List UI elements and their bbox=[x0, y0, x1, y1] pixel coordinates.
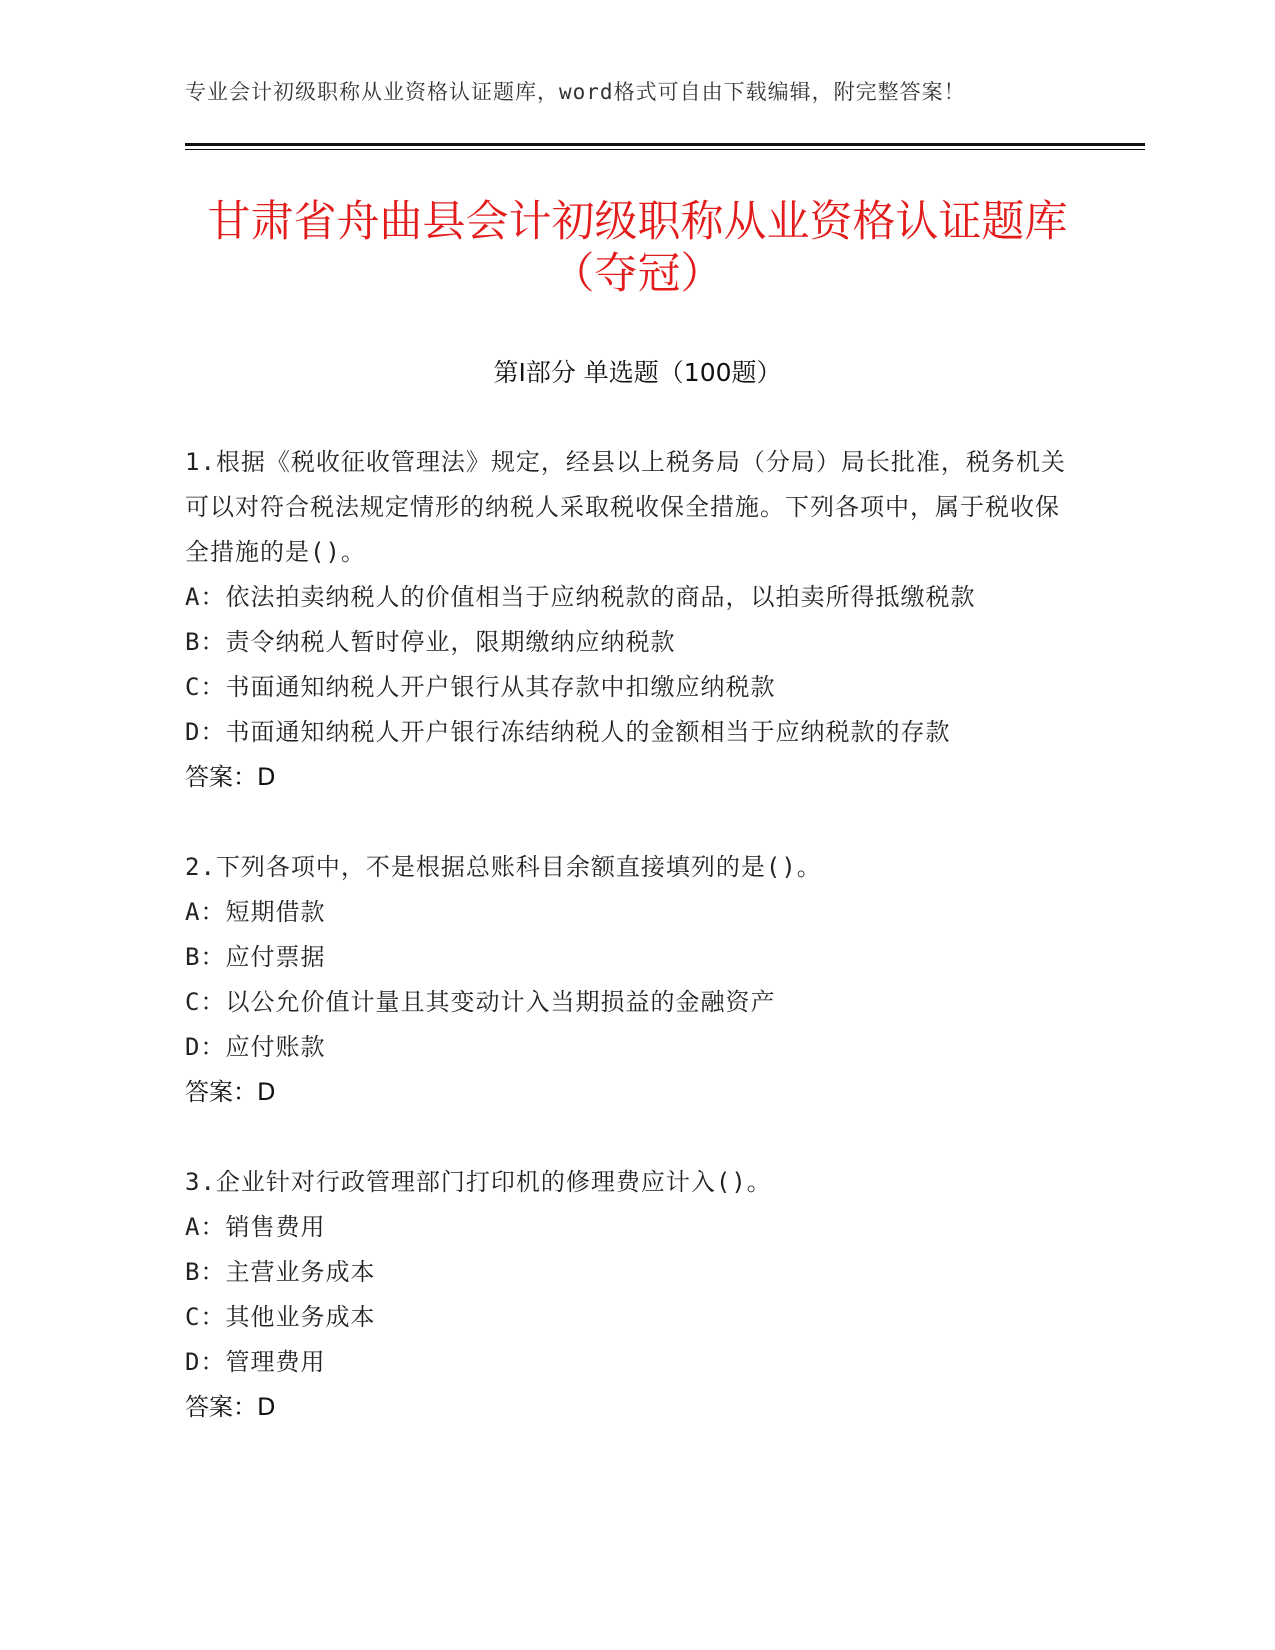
option-a: A：依法拍卖纳税人的价值相当于应纳税款的商品，以拍卖所得抵缴税款 bbox=[185, 583, 976, 611]
question-stem: 1.根据《税收征收管理法》规定，经县以上税务局（分局）局长批准，税务机关可以对符合税法规定情形的纳税人采取税收保全措施。下列各项中，属于税收保全措施的是()。 bbox=[185, 448, 1066, 566]
question-2 bbox=[185, 845, 1075, 1115]
question-1 bbox=[185, 440, 1075, 800]
header-rule-thick bbox=[185, 143, 1145, 146]
section-title: 第Ⅰ部分 单选题（100题） bbox=[493, 358, 782, 387]
option-b: B：责令纳税人暂时停业，限期缴纳应纳税款 bbox=[185, 628, 676, 656]
option-b: B：主营业务成本 bbox=[185, 1258, 376, 1286]
option-d: D：管理费用 bbox=[185, 1348, 326, 1376]
document-title: 甘肃省舟曲县会计初级职称从业资格认证题库（夺冠） bbox=[207, 197, 1068, 299]
question-stem: 2.下列各项中，不是根据总账科目余额直接填列的是()。 bbox=[185, 853, 822, 881]
answer: 答案：D bbox=[185, 1078, 276, 1106]
option-d: D：书面通知纳税人开户银行冻结纳税人的金额相当于应纳税款的存款 bbox=[185, 718, 951, 746]
option-c: C：其他业务成本 bbox=[185, 1303, 376, 1331]
option-b: B：应付票据 bbox=[185, 943, 326, 971]
answer: 答案：D bbox=[185, 1393, 276, 1421]
header-note: 专业会计初级职称从业资格认证题库，word格式可自由下载编辑，附完整答案！ bbox=[185, 80, 966, 104]
question-list bbox=[185, 440, 1075, 1475]
option-c: C：以公允价值计量且其变动计入当期损益的金融资产 bbox=[185, 988, 776, 1016]
answer: 答案：D bbox=[185, 763, 276, 791]
header-rule-thin bbox=[185, 149, 1145, 150]
option-a: A：销售费用 bbox=[185, 1213, 326, 1241]
option-a: A：短期借款 bbox=[185, 898, 326, 926]
question-3 bbox=[185, 1160, 1075, 1430]
option-d: D：应付账款 bbox=[185, 1033, 326, 1061]
question-stem: 3.企业针对行政管理部门打印机的修理费应计入()。 bbox=[185, 1168, 772, 1196]
option-c: C：书面通知纳税人开户银行从其存款中扣缴应纳税款 bbox=[185, 673, 776, 701]
